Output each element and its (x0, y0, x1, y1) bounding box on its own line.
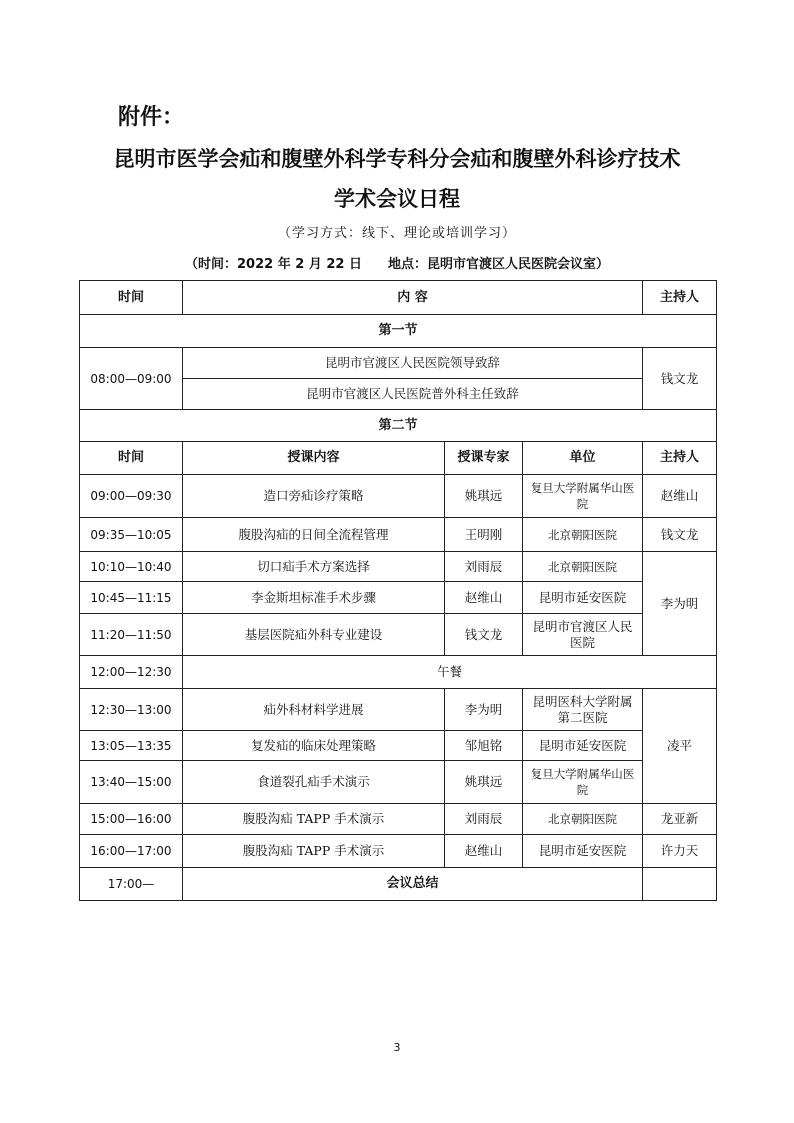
section1-title: 第一节 (80, 315, 717, 348)
meeting-location: 地点：昆明市官渡区人民医院会议室） (387, 257, 609, 272)
row-host: 李为明 (643, 552, 717, 656)
table-row (80, 731, 717, 761)
row-time: 09:35—10:05 (80, 518, 183, 552)
row-host: 钱文龙 (643, 518, 717, 552)
header-unit: 单位 (523, 442, 643, 475)
time-location-line (0, 253, 794, 272)
table-row (80, 552, 717, 582)
row-time: 16:00—17:00 (80, 835, 183, 868)
header-time: 时间 (80, 442, 183, 475)
table-row (80, 656, 717, 689)
row-unit: 昆明市延安医院 (523, 582, 643, 614)
row-unit: 复旦大学附属华山医院 (523, 475, 643, 518)
table-header-row (80, 442, 717, 475)
row-content: 基层医院疝外科专业建设 (183, 614, 445, 656)
row-expert: 姚琪远 (445, 761, 523, 804)
row-expert: 李为明 (445, 689, 523, 731)
row-host: 龙亚新 (643, 804, 717, 835)
section1-time: 08:00—09:00 (80, 348, 183, 410)
schedule-table (79, 280, 717, 901)
header-host: 主持人 (643, 442, 717, 475)
row-time: 15:00—16:00 (80, 804, 183, 835)
section1-item: 昆明市官渡区人民医院领导致辞 (183, 348, 643, 379)
row-time: 11:20—11:50 (80, 614, 183, 656)
row-unit: 北京朝阳医院 (523, 804, 643, 835)
row-time: 13:40—15:00 (80, 761, 183, 804)
page-number: 3 (393, 1041, 401, 1054)
row-unit: 北京朝阳医院 (523, 552, 643, 582)
row-content: 造口旁疝诊疗策略 (183, 475, 445, 518)
table-row (80, 348, 717, 379)
header-lecture-content: 授课内容 (183, 442, 445, 475)
table-row (80, 475, 717, 518)
row-time: 12:00—12:30 (80, 656, 183, 689)
table-row (80, 518, 717, 552)
table-header-row (80, 281, 717, 315)
table-row (80, 835, 717, 868)
table-row (80, 689, 717, 731)
row-time: 10:10—10:40 (80, 552, 183, 582)
attachment-label: 附件： (118, 105, 185, 130)
table-row (80, 761, 717, 804)
row-time: 10:45—11:15 (80, 582, 183, 614)
section1-item: 昆明市官渡区人民医院普外科主任致辞 (183, 379, 643, 410)
row-time: 17:00— (80, 868, 183, 901)
row-expert: 王明刚 (445, 518, 523, 552)
document-title-line2: 学术会议日程 (334, 187, 460, 211)
row-unit: 复旦大学附属华山医院 (523, 761, 643, 804)
row-unit: 昆明市官渡区人民医院 (523, 614, 643, 656)
closing-summary: 会议总结 (183, 868, 643, 901)
row-content: 复发疝的临床处理策略 (183, 731, 445, 761)
table-row (80, 614, 717, 656)
table-row (80, 868, 717, 901)
row-expert: 邹旭铭 (445, 731, 523, 761)
row-expert: 赵维山 (445, 582, 523, 614)
row-expert: 刘雨辰 (445, 804, 523, 835)
row-unit: 昆明市延安医院 (523, 731, 643, 761)
header-host: 主持人 (643, 281, 717, 315)
table-row (80, 804, 717, 835)
row-time: 12:30—13:00 (80, 689, 183, 731)
section2-title: 第二节 (80, 410, 717, 442)
row-time: 13:05—13:35 (80, 731, 183, 761)
row-content: 腹股沟疝 TAPP 手术演示 (183, 835, 445, 868)
row-host: 赵维山 (643, 475, 717, 518)
header-expert: 授课专家 (445, 442, 523, 475)
row-content: 腹股沟疝的日间全流程管理 (183, 518, 445, 552)
row-time: 09:00—09:30 (80, 475, 183, 518)
row-unit: 昆明市延安医院 (523, 835, 643, 868)
lunch-break: 午餐 (183, 656, 717, 689)
row-content: 疝外科材料学进展 (183, 689, 445, 731)
row-host: 许力天 (643, 835, 717, 868)
row-content: 李金斯坦标准手术步骤 (183, 582, 445, 614)
row-unit: 北京朝阳医院 (523, 518, 643, 552)
row-content: 食道裂孔疝手术演示 (183, 761, 445, 804)
row-expert: 姚琪远 (445, 475, 523, 518)
meeting-time: （时间：2022 年 2 月 22 日 (185, 257, 362, 272)
row-expert: 赵维山 (445, 835, 523, 868)
row-host: 凌平 (643, 689, 717, 804)
table-row (80, 582, 717, 614)
section-row (80, 410, 717, 442)
row-unit: 昆明医科大学附属第二医院 (523, 689, 643, 731)
row-content: 切口疝手术方案选择 (183, 552, 445, 582)
row-content: 腹股沟疝 TAPP 手术演示 (183, 804, 445, 835)
learning-mode-note: （学习方式：线下、理论或培训学习） (277, 226, 516, 241)
row-expert: 刘雨辰 (445, 552, 523, 582)
header-time: 时间 (80, 281, 183, 315)
section-row (80, 315, 717, 348)
row-expert: 钱文龙 (445, 614, 523, 656)
header-content: 内 容 (183, 281, 643, 315)
document-title: 昆明市医学会疝和腹壁外科学专科分会疝和腹壁外科诊疗技术 (113, 147, 681, 171)
row-host-empty (643, 868, 717, 901)
section1-host: 钱文龙 (643, 348, 717, 410)
